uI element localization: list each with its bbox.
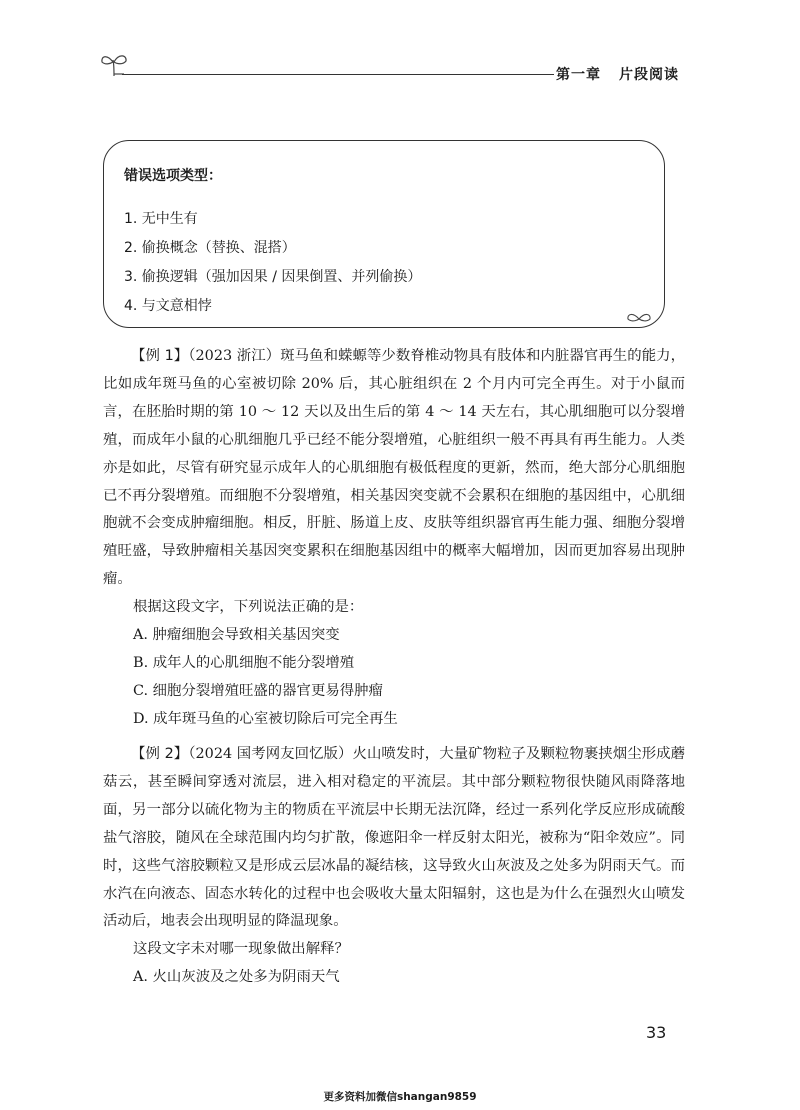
example-2-label: 【例 2】 bbox=[131, 746, 189, 762]
example-2-question: 这段文字未对哪一现象做出解释？ bbox=[133, 941, 349, 957]
list-item: 1. 无中生有 bbox=[124, 211, 198, 227]
option-d[interactable]: D. 成年斑马鱼的心室被切除后可完全再生 bbox=[133, 711, 398, 727]
list-item: 2. 偷换概念（替换、混搭） bbox=[124, 240, 296, 256]
example-2-passage bbox=[103, 741, 685, 936]
error-types-box bbox=[103, 140, 665, 328]
example-1-passage bbox=[103, 343, 685, 594]
example-1-source: （2023 浙江） bbox=[188, 348, 281, 364]
section-title: 片段阅读 bbox=[619, 67, 679, 83]
option-a[interactable]: A. 肿瘤细胞会导致相关基因突变 bbox=[133, 627, 340, 643]
chapter-number: 第一章 bbox=[556, 67, 601, 83]
header-rule bbox=[122, 74, 554, 75]
example-2-source: （2024 国考网友回忆版） bbox=[188, 746, 353, 762]
option-a[interactable]: A. 火山灰波及之处多为阴雨天气 bbox=[133, 969, 340, 985]
footer-note: 更多资料加微信shangan9859 bbox=[323, 1091, 477, 1103]
example-1-label: 【例 1】 bbox=[131, 348, 189, 364]
error-types-list bbox=[124, 205, 421, 321]
list-item: 3. 偷换逻辑（强加因果 / 因果倒置、并列偷换） bbox=[124, 269, 422, 285]
option-b[interactable]: B. 成年人的心肌细胞不能分裂增殖 bbox=[133, 655, 355, 671]
example-1-text: 斑马鱼和蝾螈等少数脊椎动物具有肢体和内脏器官再生的能力，比如成年斑马鱼的心室被切除 20% 后，其心脏组织在 2 个月内可完全再生。对于小鼠而言，在胚胎时期的第 10 ～ 12 天以及出生后的第 4 ～ 14 天左右，其心肌细胞可以分裂增殖，而成年小鼠的心肌细胞几乎已经不能分裂增殖，心脏组织一般不再具有再生能力。人类亦是如此，尽管有研究显示成年人的心肌细胞有极低程度的更新，然而，绝大部分心肌细胞已不再分裂增殖。而细胞不分裂增殖，相关基因突变就不会累积在细胞的基因组中，心肌细胞就不会变成肿瘤细胞。相反，肝脏、肠道上皮、皮肤等组织器官再生能力强、细胞分裂增殖旺盛，导致肿瘤相关基因突变累积在细胞基因组中的概率大幅增加，因而更加容易出现肿瘤。 bbox=[103, 348, 686, 588]
page-number: 33 bbox=[646, 1023, 667, 1042]
option-c[interactable]: C. 细胞分裂增殖旺盛的器官更易得肿瘤 bbox=[133, 683, 383, 699]
example-2-text: 火山喷发时，大量矿物粒子及颗粒物裹挟烟尘形成蘑菇云，甚至瞬间穿透对流层，进入相对稳定的平流层。其中部分颗粒物很快随风雨降落地面，另一部分以硫化物为主的物质在平流层中长期无法沉降，经过一系列化学反应形成硫酸盐气溶胶，随风在全球范围内均匀扩散，像遮阳伞一样反射太阳光，被称为“阳伞效应”。同时，这些气溶胶颗粒又是形成云层冰晶的凝结核，这导致火山灰波及之处多为阴雨天气。而水汽在向液态、固态水转化的过程中也会吸收大量太阳辐射，这也是为什么在强烈火山喷发活动后，地表会出现明显的降温现象。 bbox=[103, 746, 686, 930]
chapter-heading bbox=[556, 64, 679, 84]
example-1-question: 根据这段文字，下列说法正确的是： bbox=[133, 599, 364, 615]
box-title: 错误选项类型： bbox=[124, 168, 222, 184]
list-item: 4. 与文意相悖 bbox=[124, 298, 212, 314]
leaf-ornament-icon bbox=[626, 309, 652, 325]
